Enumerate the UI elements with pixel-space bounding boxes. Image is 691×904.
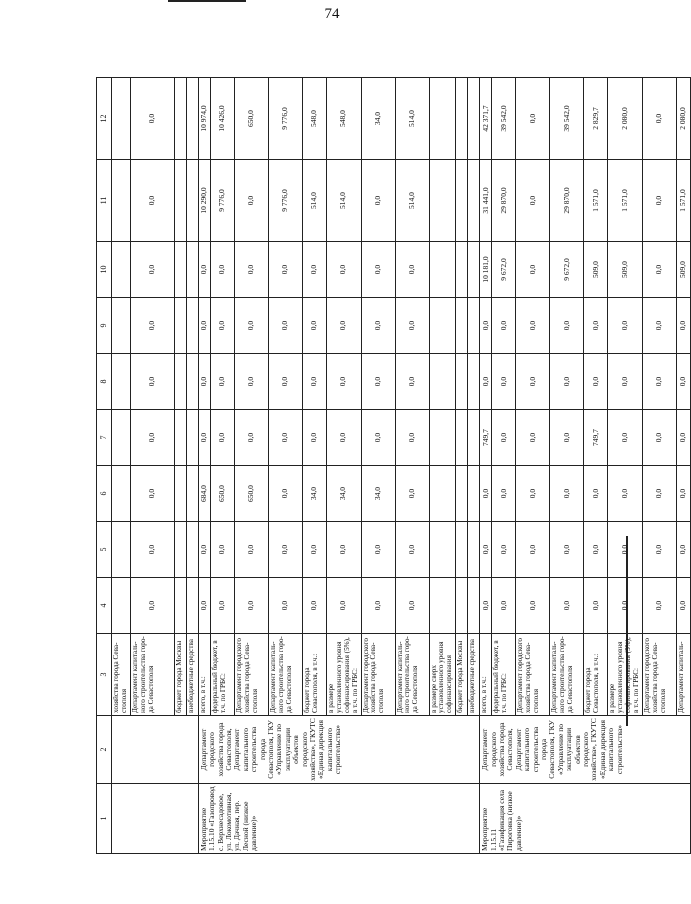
value-cell: 0,0 [492, 466, 516, 522]
value-cell [186, 466, 198, 522]
value-cell: 0,0 [326, 298, 361, 354]
value-cell: 0,0 [480, 522, 492, 578]
value-cell: 0,0 [642, 160, 676, 242]
value-cell [112, 354, 131, 410]
value-cell: 0,0 [268, 578, 302, 634]
funding-source: внебюджетные средства [468, 634, 480, 716]
value-cell: 0,0 [302, 522, 326, 578]
value-cell: 0,0 [608, 298, 643, 354]
value-cell: 0,0 [492, 354, 516, 410]
column-header: 2 [97, 716, 112, 784]
value-cell: 0,0 [584, 298, 608, 354]
value-cell [468, 298, 480, 354]
value-cell: 2 829,7 [584, 78, 608, 160]
funding-source: бюджет города Севастополя, в т.ч.: [302, 634, 326, 716]
value-cell: 509,0 [584, 242, 608, 298]
value-cell: 0,0 [326, 354, 361, 410]
value-cell: 0,0 [395, 466, 429, 522]
value-cell: 509,0 [608, 242, 643, 298]
value-cell [112, 410, 131, 466]
value-cell [468, 578, 480, 634]
funding-source: Департамент городского хозяйства города Сева-стополя [516, 634, 550, 716]
value-cell: 29 870,0 [492, 160, 516, 242]
table-viewport [96, 78, 688, 854]
value-cell: 0,0 [584, 578, 608, 634]
top-rule [168, 0, 246, 2]
funding-source: всего, в т.ч.: [480, 634, 492, 716]
value-cell: 0,0 [326, 522, 361, 578]
value-cell [186, 298, 198, 354]
value-cell [112, 242, 131, 298]
value-cell: 0,0 [361, 298, 395, 354]
value-cell [174, 78, 186, 160]
value-cell [186, 354, 198, 410]
value-cell: 0,0 [492, 578, 516, 634]
value-cell [456, 160, 468, 242]
funding-source: бюджет города Москвы [456, 634, 468, 716]
value-cell [468, 78, 480, 160]
page-number: 74 [324, 6, 340, 22]
value-cell: 0,0 [516, 78, 550, 160]
value-cell: 39 542,0 [492, 78, 516, 160]
value-cell [174, 298, 186, 354]
value-cell: 0,0 [130, 522, 174, 578]
value-cell: 0,0 [676, 298, 690, 354]
value-cell: 0,0 [326, 410, 361, 466]
value-cell: 0,0 [550, 298, 584, 354]
column-header: 11 [97, 160, 112, 242]
value-cell: 650,0 [234, 78, 268, 160]
funding-source: Департамент капиталь-ного строительства горо-да Севастополя [550, 634, 584, 716]
value-cell [468, 242, 480, 298]
value-cell: 0,0 [234, 522, 268, 578]
value-cell: 0,0 [642, 78, 676, 160]
value-cell: 10 181,0 [480, 242, 492, 298]
funding-source: внебюджетные средства [186, 634, 198, 716]
value-cell: 0,0 [361, 522, 395, 578]
funding-source: бюджет города Москвы [174, 634, 186, 716]
value-cell: 0,0 [584, 354, 608, 410]
funding-source: Департамент городского хозяйства города Сева-стополя [642, 634, 676, 716]
value-cell: 0,0 [492, 522, 516, 578]
value-cell [468, 410, 480, 466]
value-cell [429, 78, 456, 160]
value-cell: 29 870,0 [550, 160, 584, 242]
value-cell [186, 410, 198, 466]
value-cell [429, 578, 456, 634]
rotated-table [96, 78, 688, 854]
funding-source: в размере установленного уровня софинансирования (5%), в т.ч. по ГРБС: [608, 634, 643, 716]
value-cell: 0,0 [642, 242, 676, 298]
table-row [112, 78, 131, 854]
value-cell [174, 160, 186, 242]
value-cell: 0,0 [198, 578, 210, 634]
column-header: 8 [97, 354, 112, 410]
value-cell: 0,0 [210, 242, 234, 298]
value-cell: 0,0 [302, 578, 326, 634]
value-cell: 0,0 [516, 466, 550, 522]
value-cell [429, 522, 456, 578]
value-cell: 514,0 [395, 78, 429, 160]
value-cell [456, 78, 468, 160]
value-cell: 0,0 [550, 466, 584, 522]
value-cell: 0,0 [130, 578, 174, 634]
column-header: 5 [97, 522, 112, 578]
measure-title: Мероприятие 1.15.10 «Газопровод с. Верхнесадовое, ул. Локомотивная, ул. Дачная, пер. Лесной (низкое давление)» [198, 784, 479, 854]
value-cell: 1 571,0 [676, 160, 690, 242]
value-cell [186, 78, 198, 160]
column-header: 4 [97, 578, 112, 634]
value-cell: 0,0 [550, 410, 584, 466]
value-cell [468, 160, 480, 242]
column-header: 6 [97, 466, 112, 522]
measure-title [112, 784, 199, 854]
value-cell: 650,0 [234, 466, 268, 522]
value-cell: 34,0 [361, 78, 395, 160]
value-cell: 0,0 [361, 578, 395, 634]
value-cell: 0,0 [676, 522, 690, 578]
value-cell: 0,0 [210, 522, 234, 578]
value-cell: 0,0 [234, 410, 268, 466]
value-cell: 0,0 [492, 298, 516, 354]
value-cell: 0,0 [676, 354, 690, 410]
value-cell: 0,0 [326, 578, 361, 634]
value-cell [112, 578, 131, 634]
funding-source: Департамент городского хозяйства города Сева-стополя [361, 634, 395, 716]
value-cell: 0,0 [516, 578, 550, 634]
value-cell: 0,0 [480, 298, 492, 354]
value-cell: 34,0 [361, 466, 395, 522]
value-cell: 0,0 [676, 578, 690, 634]
value-cell: 10 290,0 [198, 160, 210, 242]
header-row [97, 78, 112, 854]
value-cell [112, 78, 131, 160]
value-cell: 0,0 [198, 410, 210, 466]
value-cell: 0,0 [550, 578, 584, 634]
value-cell [429, 298, 456, 354]
table-body [112, 78, 691, 854]
value-cell: 0,0 [234, 578, 268, 634]
value-cell: 0,0 [642, 410, 676, 466]
value-cell: 9 672,0 [492, 242, 516, 298]
value-cell: 0,0 [676, 466, 690, 522]
value-cell: 0,0 [130, 354, 174, 410]
value-cell [456, 242, 468, 298]
value-cell: 0,0 [608, 354, 643, 410]
value-cell: 0,0 [234, 298, 268, 354]
value-cell: 749,7 [480, 410, 492, 466]
value-cell: 0,0 [130, 160, 174, 242]
value-cell: 514,0 [302, 160, 326, 242]
value-cell: 42 371,7 [480, 78, 492, 160]
value-cell: 0,0 [234, 242, 268, 298]
funding-source: Департамент капиталь- [676, 634, 690, 716]
measure-title: Мероприятие 1.15.11 «Газификация села Пироговка (низкое давление)» [480, 784, 691, 854]
value-cell: 0,0 [480, 466, 492, 522]
value-cell: 0,0 [268, 466, 302, 522]
value-cell: 548,0 [302, 78, 326, 160]
value-cell: 10 426,0 [210, 78, 234, 160]
column-header: 7 [97, 410, 112, 466]
value-cell [174, 410, 186, 466]
funding-source: Департамент городского хозяйства города Сева-стополя [234, 634, 268, 716]
funding-source: федеральный бюджет, в т.ч. по ГРБС: [210, 634, 234, 716]
value-cell: 509,0 [676, 242, 690, 298]
executor-list [112, 716, 199, 784]
value-cell: 0,0 [395, 354, 429, 410]
value-cell [112, 298, 131, 354]
column-header: 9 [97, 298, 112, 354]
value-cell: 0,0 [608, 410, 643, 466]
value-cell: 0,0 [198, 522, 210, 578]
value-cell: 0,0 [198, 354, 210, 410]
value-cell: 0,0 [395, 522, 429, 578]
value-cell: 0,0 [234, 354, 268, 410]
value-cell: 0,0 [480, 354, 492, 410]
value-cell: 0,0 [268, 354, 302, 410]
value-cell [456, 298, 468, 354]
value-cell: 0,0 [395, 242, 429, 298]
value-cell: 0,0 [550, 522, 584, 578]
value-cell: 0,0 [268, 410, 302, 466]
value-cell: 0,0 [642, 578, 676, 634]
value-cell: 0,0 [608, 578, 643, 634]
funding-source: Департамент капиталь-ного строительства горо-да Севастополя [130, 634, 174, 716]
executor-list: Департамент городского хозяйства города Севастополя, Департамент капитального строительства города Севастополя, ГКУ «Управление по эксплуатации объектов городского хозяйства», ГКУТС «Единая дирекция капитального строительства» [480, 716, 691, 784]
value-cell [429, 160, 456, 242]
value-cell [468, 354, 480, 410]
value-cell: 2 080,0 [676, 78, 690, 160]
value-cell [456, 466, 468, 522]
value-cell: 0,0 [130, 466, 174, 522]
value-cell [174, 578, 186, 634]
value-cell: 31 441,0 [480, 160, 492, 242]
column-header: 1 [97, 784, 112, 854]
value-cell: 0,0 [210, 410, 234, 466]
value-cell: 0,0 [516, 522, 550, 578]
value-cell: 0,0 [642, 522, 676, 578]
table-row [198, 78, 210, 854]
value-cell: 0,0 [395, 578, 429, 634]
value-cell [174, 522, 186, 578]
value-cell: 0,0 [130, 298, 174, 354]
value-cell: 0,0 [198, 242, 210, 298]
value-cell: 0,0 [302, 242, 326, 298]
value-cell: 0,0 [361, 354, 395, 410]
executor-list: Департамент городского хозяйства города Севастополя, Департамент капитального строительства города Севастополя, ГКУ «Управление по эксплуатации объектов городского хозяйства», ГКУТС «Единая дирекция капитального строительства» [198, 716, 479, 784]
value-cell: 0,0 [584, 522, 608, 578]
funding-source: в размере установленного уровня софинансирования (5%), в т.ч. по ГРБС: [326, 634, 361, 716]
value-cell: 0,0 [642, 354, 676, 410]
value-cell [174, 242, 186, 298]
value-cell: 0,0 [550, 354, 584, 410]
funding-source: хозяйства города Сева-стополя [112, 634, 131, 716]
budget-table [96, 77, 691, 854]
value-cell [468, 466, 480, 522]
value-cell: 39 542,0 [550, 78, 584, 160]
value-cell: 0,0 [676, 410, 690, 466]
value-cell: 650,0 [210, 466, 234, 522]
value-cell: 0,0 [584, 466, 608, 522]
value-cell: 749,7 [584, 410, 608, 466]
value-cell: 0,0 [210, 578, 234, 634]
value-cell: 34,0 [326, 466, 361, 522]
value-cell: 0,0 [234, 160, 268, 242]
value-cell: 0,0 [361, 242, 395, 298]
value-cell: 0,0 [642, 466, 676, 522]
value-cell: 0,0 [302, 354, 326, 410]
value-cell: 0,0 [326, 242, 361, 298]
value-cell [174, 466, 186, 522]
value-cell: 34,0 [302, 466, 326, 522]
value-cell: 0,0 [361, 410, 395, 466]
value-cell: 9 776,0 [210, 160, 234, 242]
value-cell: 0,0 [516, 410, 550, 466]
value-cell: 0,0 [395, 298, 429, 354]
value-cell: 0,0 [395, 410, 429, 466]
value-cell [186, 522, 198, 578]
value-cell: 0,0 [302, 298, 326, 354]
value-cell: 0,0 [516, 160, 550, 242]
value-cell: 2 080,0 [608, 78, 643, 160]
value-cell [456, 522, 468, 578]
value-cell: 514,0 [326, 160, 361, 242]
value-cell [186, 242, 198, 298]
value-cell: 514,0 [395, 160, 429, 242]
value-cell: 0,0 [361, 160, 395, 242]
value-cell [112, 522, 131, 578]
value-cell [186, 160, 198, 242]
value-cell: 0,0 [210, 298, 234, 354]
value-cell: 0,0 [608, 522, 643, 578]
column-header: 12 [97, 78, 112, 160]
funding-source: Департамент капиталь-ного строительства горо-да Севастополя [395, 634, 429, 716]
value-cell: 9 776,0 [268, 78, 302, 160]
value-cell: 0,0 [492, 410, 516, 466]
column-header: 3 [97, 634, 112, 716]
value-cell [186, 578, 198, 634]
value-cell: 10 974,0 [198, 78, 210, 160]
value-cell [468, 522, 480, 578]
value-cell [429, 466, 456, 522]
value-cell [456, 354, 468, 410]
value-cell: 0,0 [302, 410, 326, 466]
value-cell [456, 410, 468, 466]
value-cell: 0,0 [480, 578, 492, 634]
value-cell [456, 578, 468, 634]
value-cell [429, 242, 456, 298]
value-cell: 0,0 [268, 522, 302, 578]
value-cell: 0,0 [268, 298, 302, 354]
value-cell: 0,0 [268, 242, 302, 298]
value-cell: 0,0 [608, 466, 643, 522]
column-header: 10 [97, 242, 112, 298]
value-cell: 1 571,0 [584, 160, 608, 242]
value-cell: 0,0 [130, 78, 174, 160]
value-cell: 1 571,0 [608, 160, 643, 242]
value-cell: 0,0 [198, 298, 210, 354]
value-cell: 684,0 [198, 466, 210, 522]
value-cell: 9 776,0 [268, 160, 302, 242]
value-cell: 0,0 [130, 410, 174, 466]
value-cell [429, 354, 456, 410]
funding-source: в размере сверх установленного уровня софинансирования [429, 634, 456, 716]
value-cell: 0,0 [516, 242, 550, 298]
value-cell: 0,0 [516, 298, 550, 354]
value-cell: 0,0 [642, 298, 676, 354]
value-cell [429, 410, 456, 466]
value-cell [112, 160, 131, 242]
value-cell: 0,0 [210, 354, 234, 410]
value-cell [112, 466, 131, 522]
funding-source: всего, в т.ч.: [198, 634, 210, 716]
funding-source: Департамент капиталь-ного строительства горо-да Севастополя [268, 634, 302, 716]
funding-source: бюджет города Севастополя, в т.ч.: [584, 634, 608, 716]
funding-source: федеральный бюджет, в т.ч. по ГРБС: [492, 634, 516, 716]
table-row [480, 78, 492, 854]
value-cell: 0,0 [130, 242, 174, 298]
value-cell: 0,0 [516, 354, 550, 410]
value-cell [174, 354, 186, 410]
value-cell: 548,0 [326, 78, 361, 160]
value-cell: 9 672,0 [550, 242, 584, 298]
